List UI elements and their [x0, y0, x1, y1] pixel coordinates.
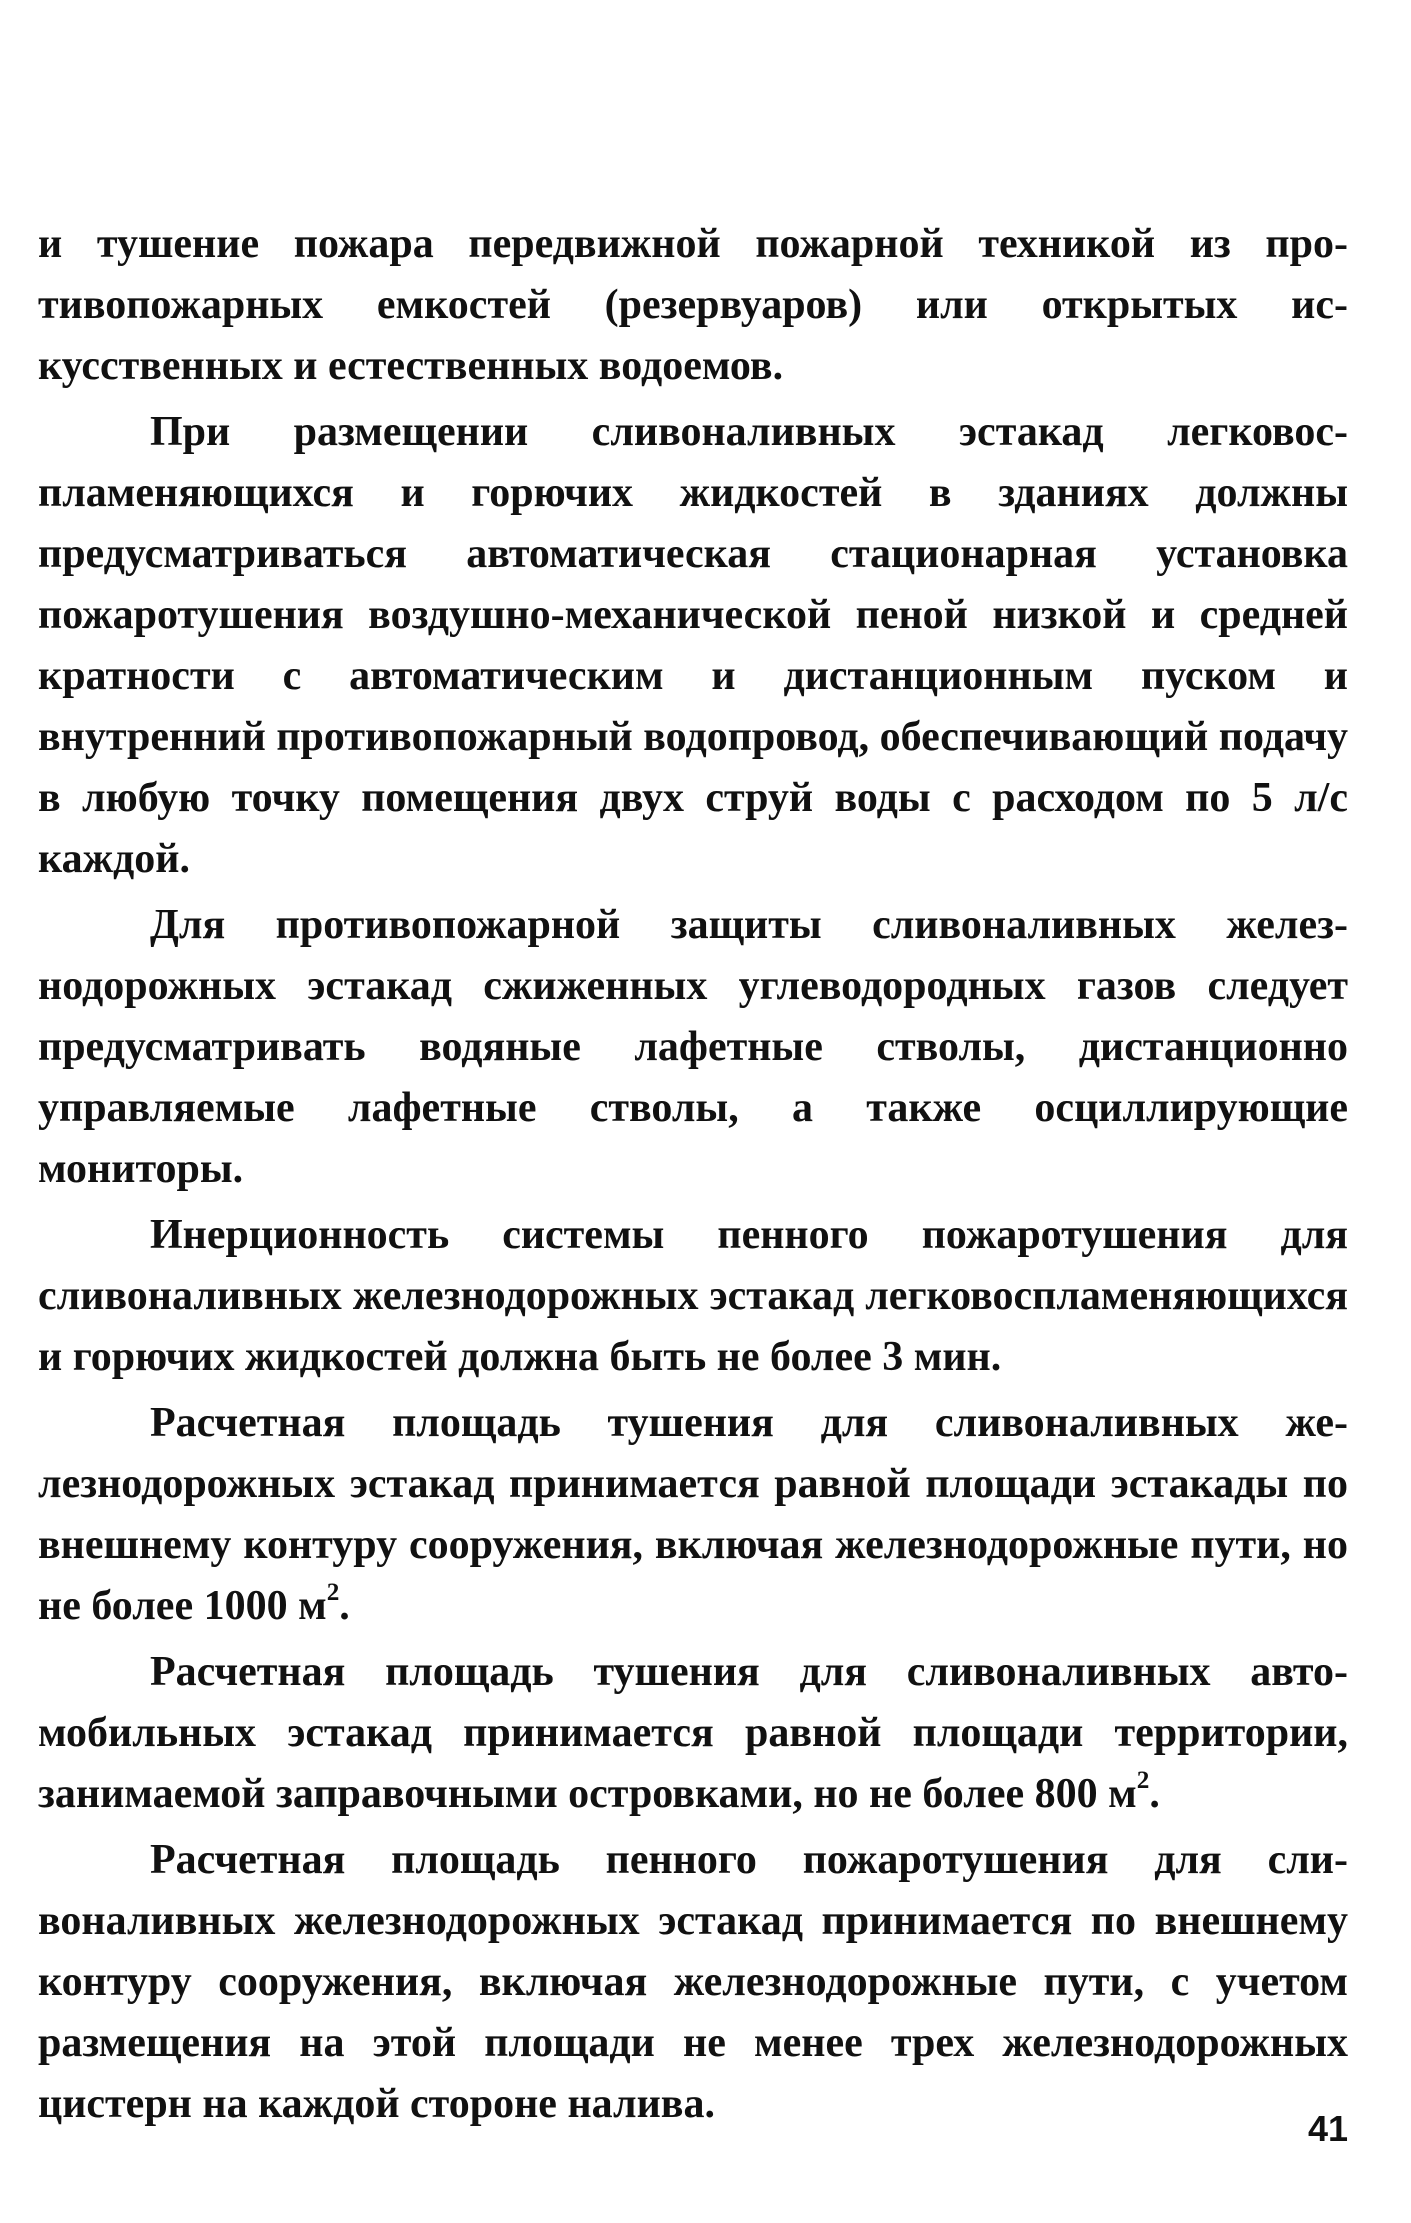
paragraph-3: Для противопожарной защиты сливоналивных железнодорожных эстакад сжиженных углеводородных газов следует предусматривать водяные лафетные стволы, дистанционно управляемые лафетные стволы, а также осциллирующие мониторы. [38, 902, 1348, 1192]
paragraph-4: Инерционность системы пенного пожаротушения для сливоналивных железнодорожных эстакад легковоспламеняющихся и горючих жидкостей должна быть не более 3 мин. [38, 1212, 1348, 1380]
paragraph-5-text: Расчетная площадь тушения для сливоналивных железнодорожных эстакад принимается равной площади эстакады по внешнему контуру сооружения, включая железнодорожные пути, но не более 1000 м [38, 1400, 1348, 1629]
paragraph-6-superscript: 2 [1136, 1767, 1150, 1795]
paragraph-5 [38, 1393, 1348, 1637]
paragraph-6-suffix: . [1149, 1771, 1160, 1817]
page-number: 41 [1307, 2108, 1348, 2149]
paragraph-1: и тушение пожара передвижной пожарной техникой из противопожарных емкостей (резервуаров) или открытых искусственных и естественных водоемов. [38, 221, 1348, 389]
paragraph-5-superscript: 2 [326, 1579, 340, 1607]
paragraph-7: Расчетная площадь пенного пожаротушения для сливоналивных железнодорожных эстакад принимается по внешнему контуру сооружения, включая железнодорожные пути, с учетом размещения на этой площади не менее трех железнодорожных цистерн на каждой стороне налива. [38, 1837, 1348, 2127]
paragraph-5-suffix: . [339, 1583, 350, 1629]
paragraph-2: При размещении сливоналивных эстакад легковоспламеняющихся и горючих жидкостей в зданиях должны предусматриваться автоматическая стационарная установка пожаротушения воздушно-механической пеной низкой и средней кратности с автоматическим и дистанционным пуском и внутренний противопожарный водопровод, обеспечивающий подачу в любую точку помещения двух струй воды с расходом по 5 л/с каждой. [38, 409, 1348, 882]
paragraph-6 [38, 1642, 1348, 1825]
paragraph-6-text: Расчетная площадь тушения для сливоналивных автомобильных эстакад принимается равной площади территории, занимаемой заправочными островками, но не более 800 м [38, 1649, 1348, 1817]
body-text [38, 214, 1348, 2135]
